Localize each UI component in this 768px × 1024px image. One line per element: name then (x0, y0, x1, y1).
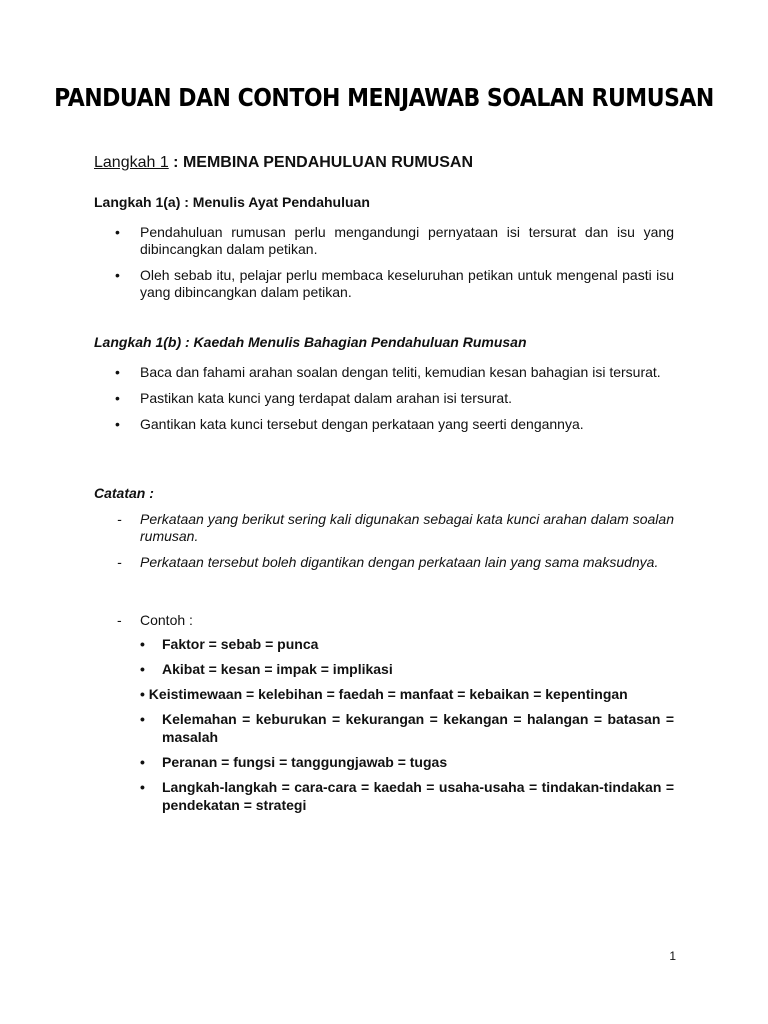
list-item: • Pendahuluan rumusan perlu mengandungi pernyataan isi tersurat dan isu yang dibincangkan dalam petikan. (115, 224, 674, 257)
bullet-marker: • (115, 267, 120, 283)
dash-marker: - (117, 554, 122, 570)
bullet-marker: • (140, 686, 145, 702)
bullet-marker: • (140, 779, 145, 795)
example-item: • Akibat = kesan = impak = implikasi (140, 661, 393, 677)
step1b-list (0, 364, 768, 442)
dash-marker: - (117, 511, 122, 527)
list-item: - Perkataan tersebut boleh digantikan dengan perkataan lain yang sama maksudnya. (117, 554, 659, 570)
example-list (0, 612, 768, 821)
bullet-marker: • (115, 416, 120, 432)
example-item: • Keistimewaan = kelebihan = faedah = manfaat = kebaikan = kepentingan (140, 686, 628, 702)
page-number: 1 (669, 949, 676, 963)
step1a-heading: Langkah 1(a) : Menulis Ayat Pendahuluan (94, 194, 370, 210)
notes-list (0, 511, 768, 580)
bullet-marker: • (115, 364, 120, 380)
step1b-heading: Langkah 1(b) : Kaedah Menulis Bahagian Pendahuluan Rumusan (94, 334, 527, 350)
example-item: • Faktor = sebab = punca (140, 636, 319, 652)
list-item: • Pastikan kata kunci yang terdapat dalam arahan isi tersurat. (115, 390, 512, 406)
example-label-item: - Contoh : (117, 612, 193, 628)
example-item: • Langkah-langkah = cara-cara = kaedah = usaha-usaha = tindakan-tindakan = pendekatan = strategi (140, 779, 674, 813)
notes-heading: Catatan : (94, 485, 154, 501)
example-item: • Kelemahan = keburukan = kekurangan = kekangan = halangan = batasan = masalah (140, 711, 674, 745)
step1-prefix: Langkah 1 (94, 154, 169, 171)
step1-suffix: : MEMBINA PENDAHULUAN RUMUSAN (168, 154, 474, 171)
bullet-marker: • (115, 390, 120, 406)
step1-heading (94, 154, 473, 172)
bullet-marker: • (115, 224, 120, 240)
bullet-marker: • (140, 711, 145, 727)
bullet-marker: • (140, 754, 145, 770)
step1a-list (0, 224, 768, 310)
page-title: PANDUAN DAN CONTOH MENJAWAB SOALAN RUMUSAN (54, 84, 714, 113)
dash-marker: - (117, 612, 122, 628)
bullet-marker: • (140, 636, 145, 652)
list-item: - Perkataan yang berikut sering kali digunakan sebagai kata kunci arahan dalam soalan rumusan. (117, 511, 674, 544)
list-item: • Gantikan kata kunci tersebut dengan perkataan yang seerti dengannya. (115, 416, 584, 432)
bullet-marker: • (140, 661, 145, 677)
example-item: • Peranan = fungsi = tanggungjawab = tugas (140, 754, 448, 770)
list-item: • Baca dan fahami arahan soalan dengan teliti, kemudian kesan bahagian isi tersurat. (115, 364, 661, 380)
list-item: • Oleh sebab itu, pelajar perlu membaca keseluruhan petikan untuk mengenal pasti isu yang dibincangkan dalam petikan. (115, 267, 674, 300)
